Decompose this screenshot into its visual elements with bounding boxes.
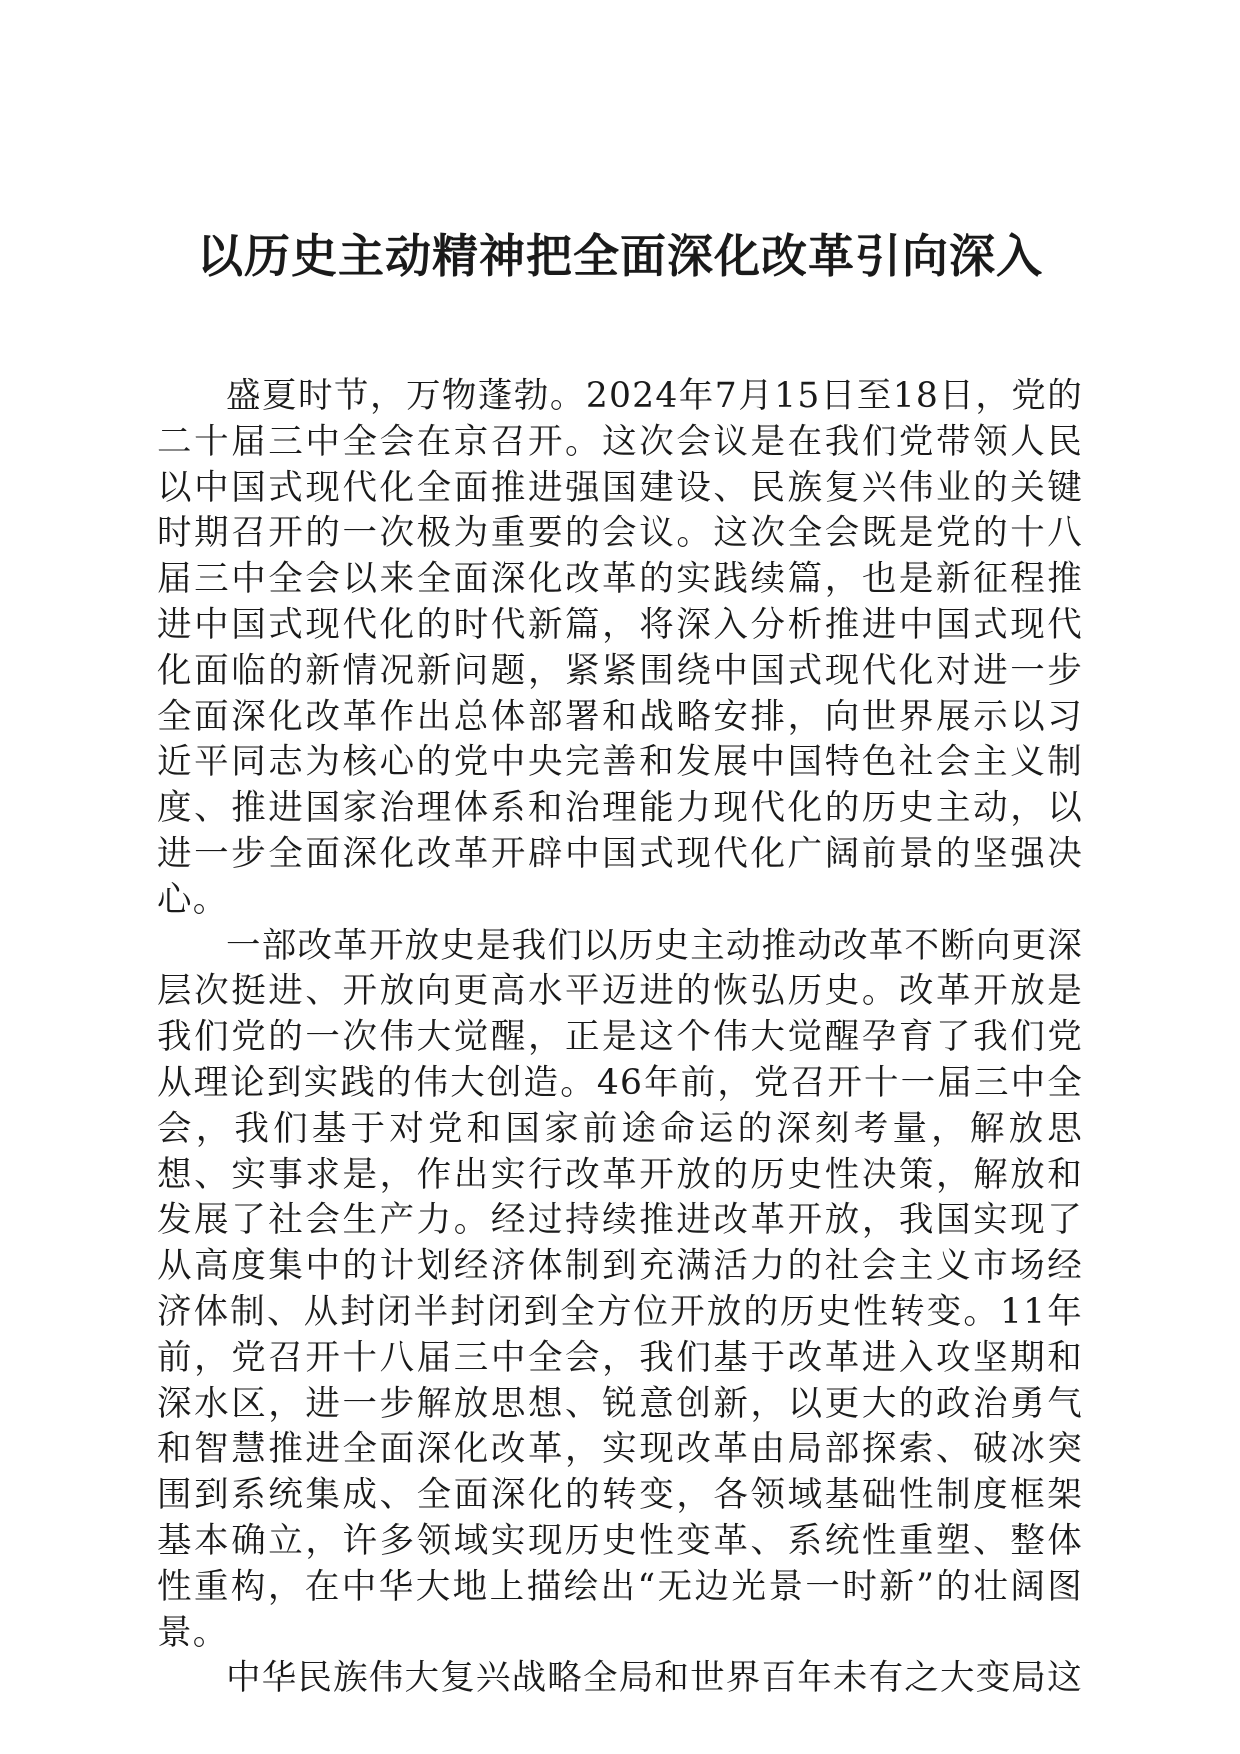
- paragraph-3: 中华民族伟大复兴战略全局和世界百年未有之大变局这: [226, 1658, 1083, 1699]
- document-body: [157, 374, 1083, 1702]
- paragraph-1: 盛夏时节，万物蓬勃。2024年7月15日至18日，党的二十届三中全会在京召开。这次会议是在我们党带领人民以中国式现代化全面推进强国建设、民族复兴伟业的关键时期召开的一次极为重要的会议。这次全会既是党的十八届三中全会以来全面深化改革的实践续篇，也是新征程推进中国式现代化的时代新篇，将深入分析推进中国式现代化面临的新情况新问题，紧紧围绕中国式现代化对进一步全面深化改革作出总体部署和战略安排，向世界展示以习近平同志为核心的党中央完善和发展中国特色社会主义制度、推进国家治理体系和治理能力现代化的历史主动，以进一步全面深化改革开辟中国式现代化广阔前景的坚强决心。: [157, 376, 1083, 920]
- document-title: 以历史主动精神把全面深化改革引向深入: [197, 229, 1043, 283]
- paragraph-2: 一部改革开放史是我们以历史主动推动改革不断向更深层次挺进、开放向更高水平迈进的恢弘历史。改革开放是我们党的一次伟大觉醒，正是这个伟大觉醒孕育了我们党从理论到实践的伟大创造。46年前，党召开十一届三中全会，我们基于对党和国家前途命运的深刻考量，解放思想、实事求是，作出实行改革开放的历史性决策，解放和发展了社会生产力。经过持续推进改革开放，我国实现了从高度集中的计划经济体制到充满活力的社会主义市场经济体制、从封闭半封闭到全方位开放的历史性转变。11年前，党召开十八届三中全会，我们基于改革进入攻坚期和深水区，进一步解放思想、锐意创新，以更大的政治勇气和智慧推进全面深化改革，实现改革由局部探索、破冰突围到系统集成、全面深化的转变，各领域基础性制度框架基本确立，许多领域实现历史性变革、系统性重塑、整体性重构，在中华大地上描绘出“无边光景一时新”的壮阔图景。: [157, 925, 1083, 1653]
